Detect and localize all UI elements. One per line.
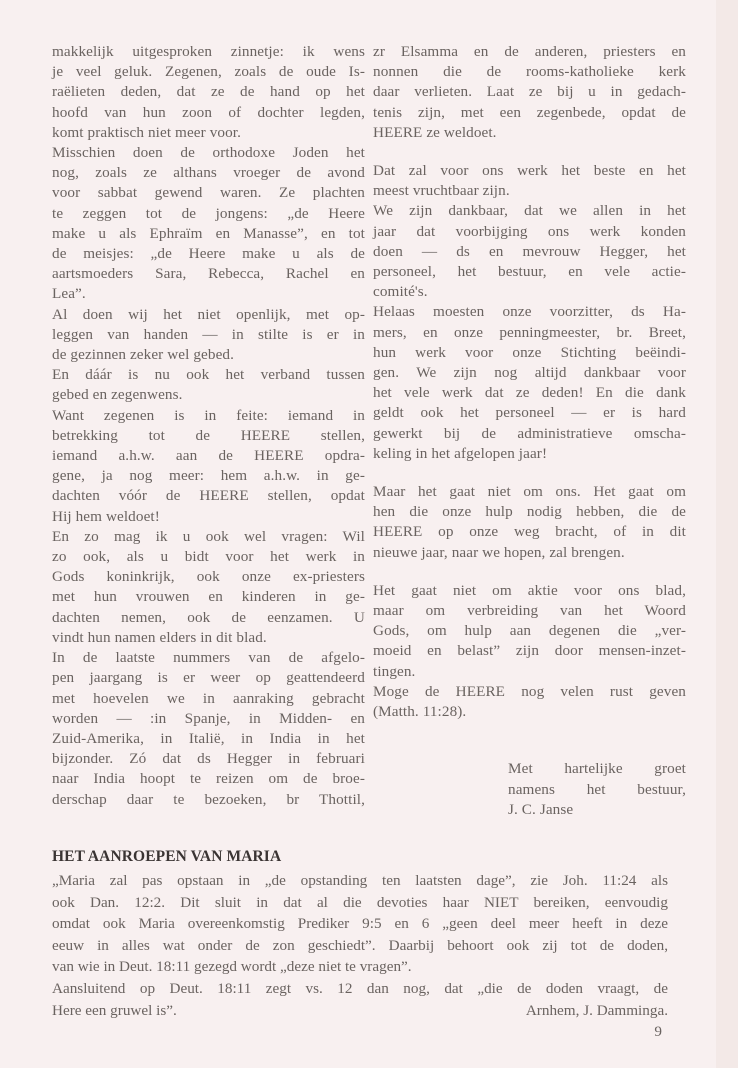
text-line: van wie in Deut. 18:11 gezegd wordt „deze niet te vragen”.	[52, 958, 412, 976]
text-line: makkelijk uitgesproken zinnetje: ik wens	[52, 43, 365, 60]
text-line: Misschien doen de orthodoxe Joden het	[52, 144, 365, 162]
text-line: met hun vrouwen en kinderen in ge-	[52, 588, 365, 606]
text-line: je veel geluk. Zegenen, zoals de oude Is-	[52, 63, 365, 81]
left-column	[52, 42, 365, 810]
text-line: derschap daar te bezoeken, br Thottil,	[52, 790, 365, 808]
text-line: pen jaargang is er weer op geattendeerd	[52, 669, 365, 687]
article-last-line: Here een gruwel is”.	[52, 1001, 177, 1019]
page-edge	[716, 0, 738, 1068]
paragraph	[52, 42, 365, 143]
paragraph	[52, 365, 365, 405]
signature	[508, 759, 686, 820]
text-line: gebed en zegenwens.	[52, 386, 183, 404]
text-line: nonnen die de rooms-katholieke kerk	[373, 63, 686, 81]
text-line: zo ook, als u bidt voor het werk in	[52, 548, 365, 566]
text-line: make u als Ephraïm en Manasse”, en tot	[52, 224, 365, 242]
text-line: tenis zijn, met een zegenbede, opdat de	[373, 103, 686, 121]
text-line: bijzonder. Zó dat ds Hegger in februari	[52, 750, 365, 768]
text-line: doen — ds en mevrouw Hegger, het	[373, 242, 686, 260]
text-line: Moge de HEERE nog velen rust geven	[373, 682, 686, 700]
text-line: geldt ook het personeel — er is hard	[373, 404, 686, 422]
text-line: Maar het gaat niet om ons. Het gaat om	[373, 483, 686, 501]
text-line: dachten vóór de HEERE stellen, opdat	[52, 487, 365, 505]
paragraph	[373, 42, 686, 143]
text-line: iemand a.h.w. aan de HEERE opdra-	[52, 447, 365, 465]
text-line: leggen van handen — in stilte is er in	[52, 325, 365, 343]
text-line: vindt hun namen elders in dit blad.	[52, 628, 267, 646]
text-line: Met hartelijke groet	[508, 760, 686, 778]
paragraph	[52, 648, 365, 810]
text-line: het vele werk dat ze deden! En die dank	[373, 384, 686, 402]
text-line: gene, ja nog meer: hem a.h.w. in ge-	[52, 467, 365, 485]
text-line: Hij hem weldoet!	[52, 507, 160, 525]
text-line: te zeggen tot de jongens: „de Heere	[52, 204, 365, 222]
text-line: gewerkt bij de administratieve omscha-	[373, 424, 686, 442]
paragraph	[52, 143, 365, 305]
article-author: Arnhem, J. Damminga.	[525, 1001, 668, 1019]
text-line: worden — :in Spanje, in Midden- en	[52, 709, 365, 727]
text-line: Zuid-Amerika, in Italië, in India in het	[52, 729, 365, 747]
text-line: In de laatste nummers van de afgelo-	[52, 649, 365, 667]
text-line: gen. We zijn nog altijd dankbaar voor	[373, 364, 686, 382]
text-line: omdat ook Maria overeenkomstig Prediker 9:5 en 6 „geen deel meer heeft in deze	[52, 915, 668, 933]
text-line: We zijn dankbaar, dat we allen in het	[373, 202, 686, 220]
paragraph-gap	[373, 722, 686, 759]
text-line: Gods koninkrijk, ook onze ex-priesters	[52, 568, 365, 586]
text-line: jaar dat voorbijging ons werk konden	[373, 222, 686, 240]
paragraph	[373, 302, 686, 464]
text-line: dachten nemen, ook de eenzamen. U	[52, 608, 365, 626]
text-line: meest vruchtbaar zijn.	[373, 182, 510, 200]
page-number: 9	[654, 1023, 662, 1041]
text-line: daar verlieten. Laat ze bij u in gedach-	[373, 83, 686, 101]
text-line: hun werk voor onze Stichting beëindi-	[373, 343, 686, 361]
paragraph-gap	[373, 563, 686, 581]
article-maria	[52, 846, 668, 1043]
paragraph	[373, 581, 686, 682]
article-body	[52, 870, 668, 1000]
text-line: Lea”.	[52, 285, 86, 303]
text-line: Dat zal voor ons werk het beste en het	[373, 162, 686, 180]
text-line: Helaas moesten onze voorzitter, ds Ha-	[373, 303, 686, 321]
text-line: personeel, het bestuur, en vele actie-	[373, 263, 686, 281]
article-heading: HET AANROEPEN VAN MARIA	[52, 848, 282, 865]
paragraph	[52, 305, 365, 366]
text-line: ook Dan. 12:2. Dit sluit in dat al die devoties haar NIET bereiken, eenvoudig	[52, 893, 668, 911]
text-line: Het gaat niet om aktie voor ons blad,	[373, 581, 686, 599]
text-line: zr Elsamma en de anderen, priesters en	[373, 43, 686, 60]
text-line: eeuw in alles wat onder de zon geschiedt”. Daarbij behoort ook zij tot de doden,	[52, 936, 668, 954]
text-line: nieuwe jaar, naar we hopen, zal brengen.	[373, 543, 625, 561]
text-line: betrekking tot de HEERE stellen,	[52, 426, 365, 444]
text-line: de meisjes: „de Heere make u als de	[52, 245, 365, 263]
text-line: hoofd van hun zoon of dochter legden,	[52, 103, 365, 121]
text-line: moeid en belast” zijn door mensen-inzet-	[373, 642, 686, 660]
text-line: voor sabbat gewend waren. Ze plachten	[52, 184, 365, 202]
text-line: maar om verbreiding van het Woord	[373, 602, 686, 620]
text-line: En dáár is nu ook het verband tussen	[52, 366, 365, 384]
text-line: comité's.	[373, 283, 428, 301]
paragraph-gap	[373, 464, 686, 482]
paragraph	[373, 682, 686, 722]
right-column	[373, 42, 686, 820]
text-line: namens het bestuur,	[508, 780, 686, 798]
text-line: „Maria zal pas opstaan in „de opstanding ten laatsten dage”, zie Joh. 11:24 als	[52, 872, 668, 889]
article-last-row	[52, 1000, 668, 1022]
text-line: komt praktisch niet meer voor.	[52, 123, 242, 141]
text-line: mers, en onze penningmeester, br. Breet,	[373, 323, 686, 341]
paragraph	[52, 527, 365, 648]
text-line: Want zegenen is in feite: iemand in	[52, 406, 365, 424]
text-line: (Matth. 11:28).	[373, 703, 467, 721]
text-line: raëlieten deden, dat ze de hand op het	[52, 83, 365, 101]
text-line: Al doen wij het niet openlijk, met op-	[52, 305, 365, 323]
paragraph-gap	[373, 143, 686, 161]
paragraph	[52, 406, 365, 527]
text-line: Gods, om hulp aan degenen die „ver-	[373, 622, 686, 640]
text-line: J. C. Janse	[508, 800, 574, 818]
text-line: HEERE ze weldoet.	[373, 123, 497, 141]
paragraph	[373, 482, 686, 563]
paragraph	[373, 161, 686, 201]
text-line: keling in het afgelopen jaar!	[373, 444, 548, 462]
text-line: hen die onze hulp nodig hebben, die de	[373, 503, 686, 521]
text-line: de gezinnen zeker wel gebed.	[52, 346, 235, 364]
text-line: met hoevelen we in aanraking gebracht	[52, 689, 365, 707]
text-line: HEERE op onze weg bracht, of in dit	[373, 523, 686, 541]
text-line: aartsmoeders Sara, Rebecca, Rachel en	[52, 265, 365, 283]
paragraph	[373, 201, 686, 302]
text-line: En zo mag ik u ook wel vragen: Wil	[52, 527, 365, 545]
text-line: naar India hoopt te reizen om de broe-	[52, 770, 365, 788]
text-line: tingen.	[373, 662, 416, 680]
text-line: nog, zoals ze althans vroeger de avond	[52, 164, 365, 182]
text-line: Aansluitend op Deut. 18:11 zegt vs. 12 dan nog, dat „die de doden vraagt, de	[52, 979, 668, 997]
